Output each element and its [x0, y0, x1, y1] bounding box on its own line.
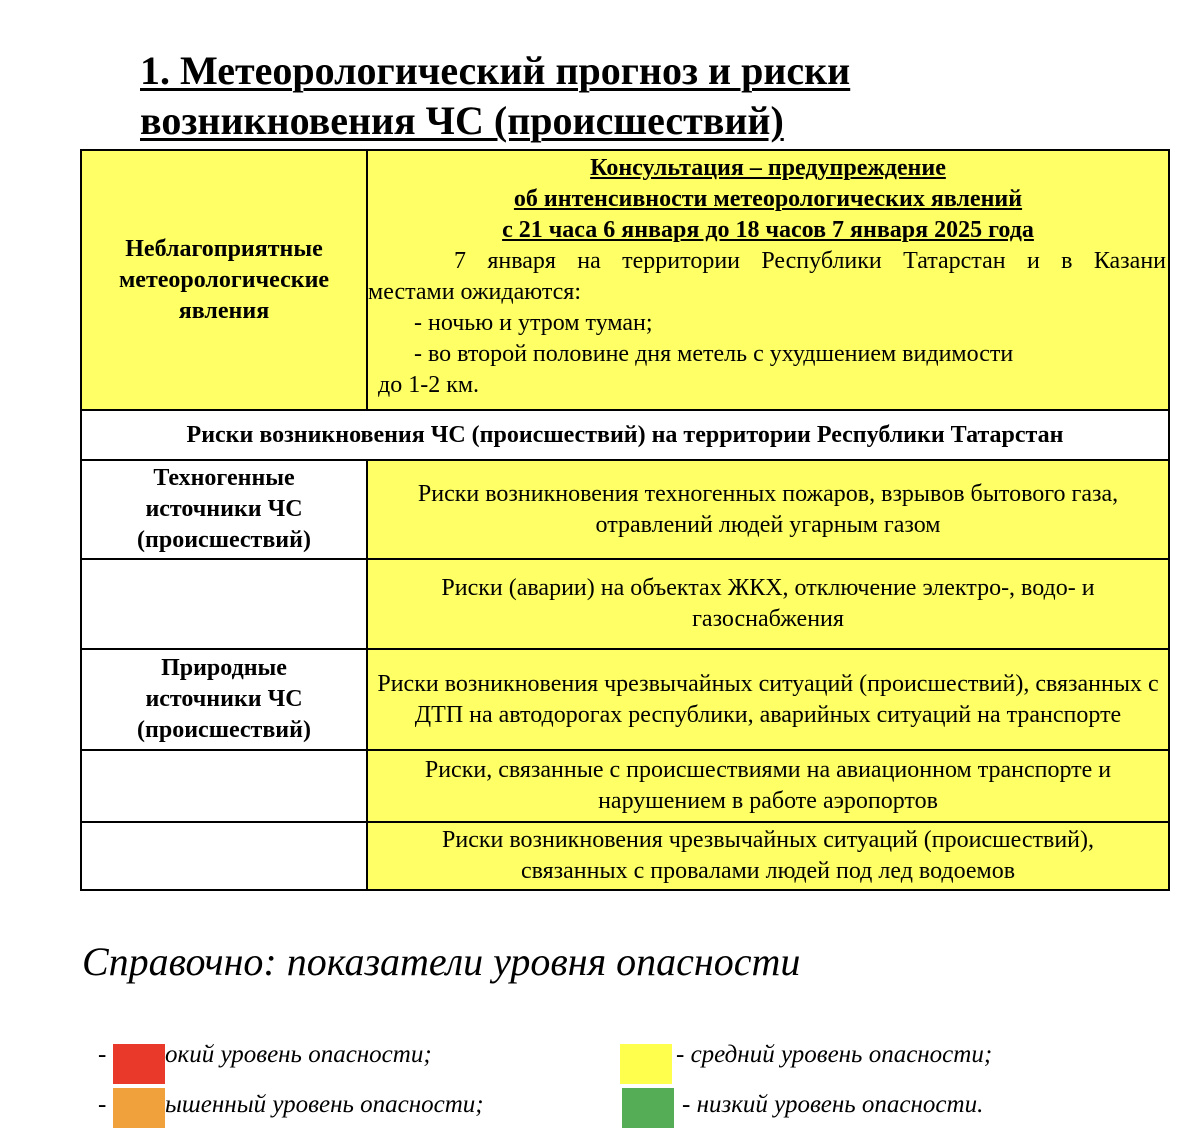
- divider: [82, 821, 1168, 823]
- divider: [82, 648, 1168, 650]
- risk-text-3: Риски возникновения чрезвычайных ситуаций (происшествий), связанных с ДТП на автодорогах республики, аварийных ситуаций на транспорте: [377, 670, 1159, 728]
- risk-text-1: Риски возникновения техногенных пожаров, взрывов бытового газа, отравлений людей угарным газом: [417, 480, 1119, 538]
- legend-swatch-high: [113, 1044, 165, 1084]
- natural-label-cell: [82, 650, 366, 749]
- page-title: [140, 46, 1040, 146]
- divider: [82, 558, 1168, 560]
- consultation-tail: до 1-2 км.: [378, 372, 480, 398]
- title-line-1: 1. Метеорологический прогноз и риски: [140, 48, 851, 93]
- consultation-item-fog: - ночью и утром туман;: [414, 310, 653, 336]
- consultation-header-1: Консультация – предупреждение: [590, 155, 946, 181]
- empty-label-cell-2: [82, 751, 366, 821]
- legend-text-medium: - средний уровень опасности;: [676, 1041, 993, 1068]
- consultation-header-3: с 21 часа 6 января до 18 часов 7 января 2025 года: [502, 217, 1034, 243]
- consultation-intro-2: местами ожидаются:: [368, 279, 581, 305]
- legend-swatch-medium: [620, 1044, 672, 1084]
- reference-title: Справочно: показатели уровня опасности: [82, 939, 801, 984]
- risk-cell-2: [368, 560, 1168, 648]
- phenomena-label: Неблагоприятные метеорологические явления: [118, 235, 330, 324]
- natural-label: Природные источники ЧС (происшествий): [137, 655, 311, 743]
- legend-swatch-elevated: [113, 1088, 165, 1128]
- risk-text-5: Риски возникновения чрезвычайных ситуаций (происшествий), связанных с провалами людей под лед водоемов: [442, 827, 1094, 884]
- risk-text-4: Риски, связанные с происшествиями на авиационном транспорте и нарушением в работе аэропортов: [424, 757, 1112, 814]
- risk-cell-4: [368, 751, 1168, 821]
- risk-table: [80, 149, 1170, 891]
- consultation-item-blizzard: - во второй половине дня метель с ухудшением видимости: [414, 341, 1014, 367]
- legend-dash-high: -: [98, 1041, 107, 1068]
- title-line-2: возникновения ЧС (происшествий): [140, 98, 784, 143]
- consultation-header-2: об интенсивности метеорологических явлений: [513, 186, 1023, 212]
- consultation-intro: 7 января на территории Республики Татарстан и в Казани: [454, 248, 1166, 274]
- risk-text-2: Риски (аварии) на объектах ЖКХ, отключение электро-, водо- и газоснабжения: [441, 575, 1095, 632]
- consultation-text: [368, 153, 1168, 409]
- divider: [82, 409, 1168, 411]
- legend-text-elevated: ышенный уровень опасности;: [165, 1091, 484, 1118]
- risk-cell-5: [368, 823, 1168, 889]
- divider: [82, 459, 1168, 461]
- phenomena-label-cell: [82, 151, 366, 409]
- technogenic-label-cell: [82, 461, 366, 558]
- legend-text-low: - низкий уровень опасности.: [682, 1091, 984, 1118]
- risk-cell-3: [368, 650, 1168, 749]
- divider: [366, 459, 368, 889]
- divider: [366, 151, 368, 409]
- legend-text-high: окий уровень опасности;: [165, 1041, 432, 1068]
- divider: [82, 749, 1168, 751]
- risks-heading-cell: [82, 411, 1168, 459]
- legend-dash-elevated: -: [98, 1091, 107, 1118]
- empty-label-cell-3: [82, 823, 366, 889]
- legend-swatch-low: [622, 1088, 674, 1128]
- risks-heading: Риски возникновения ЧС (происшествий) на территории Республики Татарстан: [186, 421, 1064, 448]
- empty-label-cell-1: [82, 560, 366, 648]
- technogenic-label: Техногенные источники ЧС (происшествий): [137, 465, 311, 553]
- risk-cell-1: [368, 461, 1168, 558]
